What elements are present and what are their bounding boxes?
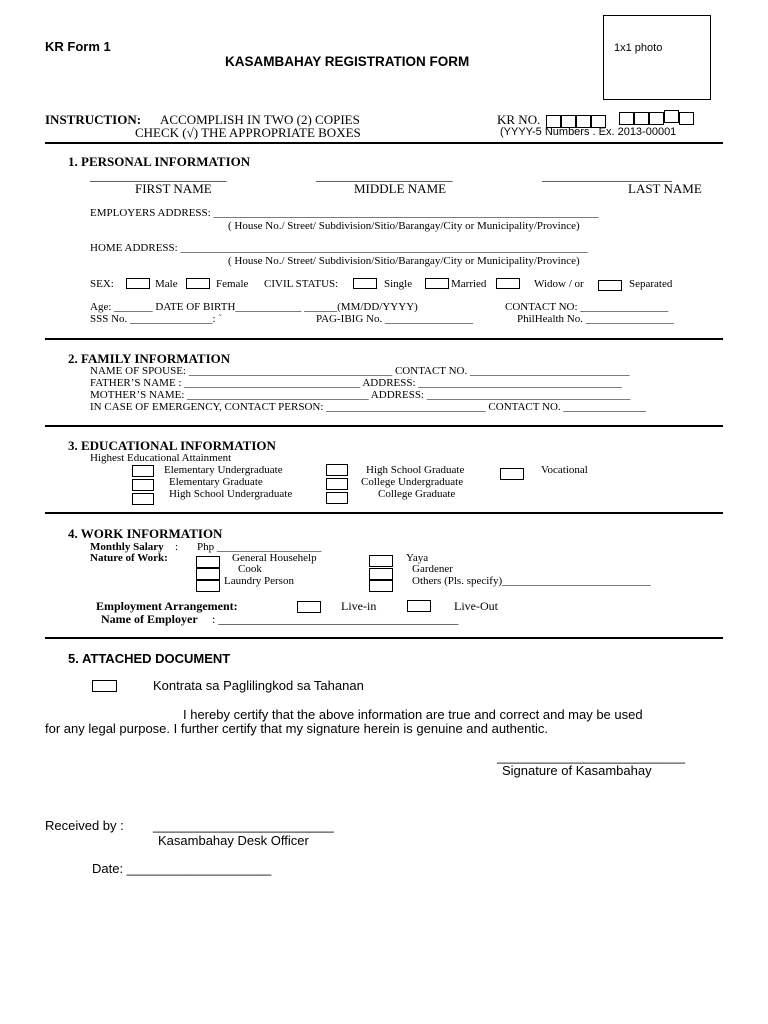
- kr-no-box[interactable]: [664, 110, 679, 123]
- separated-label: Separated: [629, 278, 673, 290]
- section-personal-heading: 1. PERSONAL INFORMATION: [68, 154, 251, 169]
- mother-field[interactable]: MOTHER’S NAME: _________________________________ ADDRESS: _____________________________________: [90, 389, 631, 401]
- divider: [45, 637, 723, 639]
- laundry-checkbox[interactable]: [196, 580, 220, 592]
- general-househelp-label: General Househelp: [232, 552, 317, 564]
- elem-grad-label: Elementary Graduate: [169, 476, 263, 488]
- instruction-label: INSTRUCTION:: [45, 112, 142, 127]
- spouse-field[interactable]: NAME OF SPOUSE: _____________________________________ CONTACT NO. _____________________________: [90, 365, 630, 377]
- kontrata-checkbox[interactable]: [92, 680, 117, 692]
- male-label: Male: [155, 278, 178, 290]
- cook-checkbox[interactable]: [196, 568, 220, 580]
- form-code: KR Form 1: [45, 39, 111, 54]
- single-checkbox[interactable]: [353, 278, 377, 289]
- kr-no-box[interactable]: [619, 112, 634, 125]
- live-out-label: Live-Out: [454, 599, 498, 613]
- gardener-label: Gardener: [412, 563, 453, 575]
- instruction-check: CHECK (√) THE APPROPRIATE BOXES: [135, 125, 361, 140]
- middle-name-field[interactable]: _____________________: [316, 168, 453, 183]
- hs-grad-checkbox[interactable]: [326, 464, 348, 476]
- first-name-label: FIRST NAME: [135, 181, 212, 196]
- photo-label: 1x1 photo: [614, 42, 663, 54]
- yaya-label: Yaya: [406, 552, 429, 564]
- sss-field[interactable]: SSS No. _______________: `: [90, 313, 223, 325]
- father-field[interactable]: FATHER’S NAME : ________________________________ ADDRESS: _____________________________________: [90, 377, 622, 389]
- signature-line[interactable]: __________________________: [497, 749, 685, 764]
- contact-no-field[interactable]: CONTACT NO: ________________: [505, 301, 669, 313]
- general-househelp-checkbox[interactable]: [196, 556, 220, 568]
- gardener-checkbox[interactable]: [369, 568, 393, 580]
- live-out-checkbox[interactable]: [407, 600, 431, 612]
- home-address-field[interactable]: HOME ADDRESS: __________________________________________________________________________: [90, 242, 588, 254]
- signature-label: Signature of Kasambahay: [502, 763, 652, 778]
- hs-grad-label: High School Graduate: [366, 464, 465, 476]
- address-hint: ( House No./ Street/ Subdivision/Sitio/Barangay/City or Municipality/Province): [228, 255, 580, 267]
- others-checkbox[interactable]: [369, 580, 393, 592]
- kr-no-hint: (YYYY-5 Numbers . Ex. 2013-00001: [500, 126, 677, 138]
- laundry-label: Laundry Person: [224, 575, 294, 587]
- hs-undergrad-label: High School Undergraduate: [169, 488, 293, 500]
- employers-address-field[interactable]: EMPLOYERS ADDRESS: ______________________________________________________________________: [90, 207, 599, 219]
- elem-undergrad-label: Elementary Undergraduate: [164, 464, 283, 476]
- vocational-checkbox[interactable]: [500, 468, 524, 480]
- employer-label: Name of Employer: [101, 612, 198, 626]
- philhealth-field[interactable]: PhilHealth No. ________________: [517, 313, 674, 325]
- female-label: Female: [216, 278, 249, 290]
- section-work-heading: 4. WORK INFORMATION: [68, 526, 223, 541]
- section-family-heading: 2. FAMILY INFORMATION: [68, 351, 231, 366]
- female-checkbox[interactable]: [186, 278, 210, 289]
- elem-undergrad-checkbox[interactable]: [132, 465, 154, 477]
- section-attached-heading: 5. ATTACHED DOCUMENT: [68, 651, 231, 666]
- education-subheading: Highest Educational Attainment: [90, 452, 232, 464]
- kr-no-box[interactable]: [679, 112, 694, 125]
- civil-status-label: CIVIL STATUS:: [264, 278, 339, 290]
- kr-no-box[interactable]: [634, 112, 649, 125]
- divider: [45, 142, 723, 144]
- last-name-field[interactable]: ____________________: [542, 168, 672, 183]
- pagibig-field[interactable]: PAG-IBIG No. ________________: [316, 313, 473, 325]
- last-name-label: LAST NAME: [628, 181, 702, 196]
- received-by-line[interactable]: _________________________: [153, 818, 334, 833]
- kr-no-label: KR NO.: [497, 112, 541, 127]
- salary-field[interactable]: Php ___________________: [197, 541, 322, 553]
- salary-colon: :: [175, 541, 179, 553]
- hs-undergrad-checkbox[interactable]: [132, 493, 154, 505]
- live-in-label: Live-in: [341, 599, 377, 613]
- emergency-contact-field[interactable]: IN CASE OF EMERGENCY, CONTACT PERSON: _____________________________ CONTACT NO. _______________: [90, 401, 646, 413]
- date-field[interactable]: Date: ____________________: [92, 861, 272, 876]
- age-dob-field[interactable]: Age: _______ DATE OF BIRTH____________ ______(MM/DD/YYYY): [90, 301, 418, 313]
- cook-label: Cook: [238, 563, 262, 575]
- section-education-heading: 3. EDUCATIONAL INFORMATION: [68, 438, 276, 453]
- page-title: KASAMBAHAY REGISTRATION FORM: [225, 54, 470, 69]
- male-checkbox[interactable]: [126, 278, 150, 289]
- received-by-label: Received by :: [45, 818, 124, 833]
- single-label: Single: [384, 278, 413, 290]
- certify-text-1: I hereby certify that the above information are true and correct and may be used: [183, 707, 643, 722]
- college-grad-label: College Graduate: [378, 488, 456, 500]
- elem-grad-checkbox[interactable]: [132, 479, 154, 491]
- salary-label: Monthly Salary: [90, 541, 164, 553]
- first-name-field[interactable]: _____________________: [90, 168, 227, 183]
- college-grad-checkbox[interactable]: [326, 492, 348, 504]
- widow-checkbox[interactable]: [496, 278, 520, 289]
- middle-name-label: MIDDLE NAME: [354, 181, 447, 196]
- married-label: Married: [451, 278, 487, 290]
- photo-box: [603, 15, 711, 100]
- college-undergrad-checkbox[interactable]: [326, 478, 348, 490]
- vocational-label: Vocational: [541, 464, 588, 476]
- address-hint: ( House No./ Street/ Subdivision/Sitio/Barangay/City or Municipality/Province): [228, 220, 580, 232]
- arrangement-label: Employment Arrangement:: [96, 599, 238, 613]
- kr-no-box[interactable]: [649, 112, 664, 125]
- others-field[interactable]: Others (Pls. specify)___________________________: [412, 575, 651, 587]
- college-undergrad-label: College Undergraduate: [361, 476, 464, 488]
- nature-of-work-label: Nature of Work:: [90, 552, 168, 564]
- sex-label: SEX:: [90, 278, 114, 290]
- divider: [45, 512, 723, 514]
- instruction-copies: ACCOMPLISH IN TWO (2) COPIES: [160, 112, 360, 127]
- separated-checkbox[interactable]: [598, 280, 622, 291]
- employer-field[interactable]: : ________________________________________: [212, 612, 459, 626]
- kontrata-label: Kontrata sa Paglilingkod sa Tahanan: [153, 678, 364, 693]
- desk-officer-label: Kasambahay Desk Officer: [158, 833, 309, 848]
- certify-text-2: for any legal purpose. I further certify that my signature herein is genuine and authentic.: [45, 721, 548, 736]
- divider: [45, 338, 723, 340]
- divider: [45, 425, 723, 427]
- widow-label: Widow / or: [534, 278, 584, 290]
- married-checkbox[interactable]: [425, 278, 449, 289]
- yaya-checkbox[interactable]: [369, 555, 393, 567]
